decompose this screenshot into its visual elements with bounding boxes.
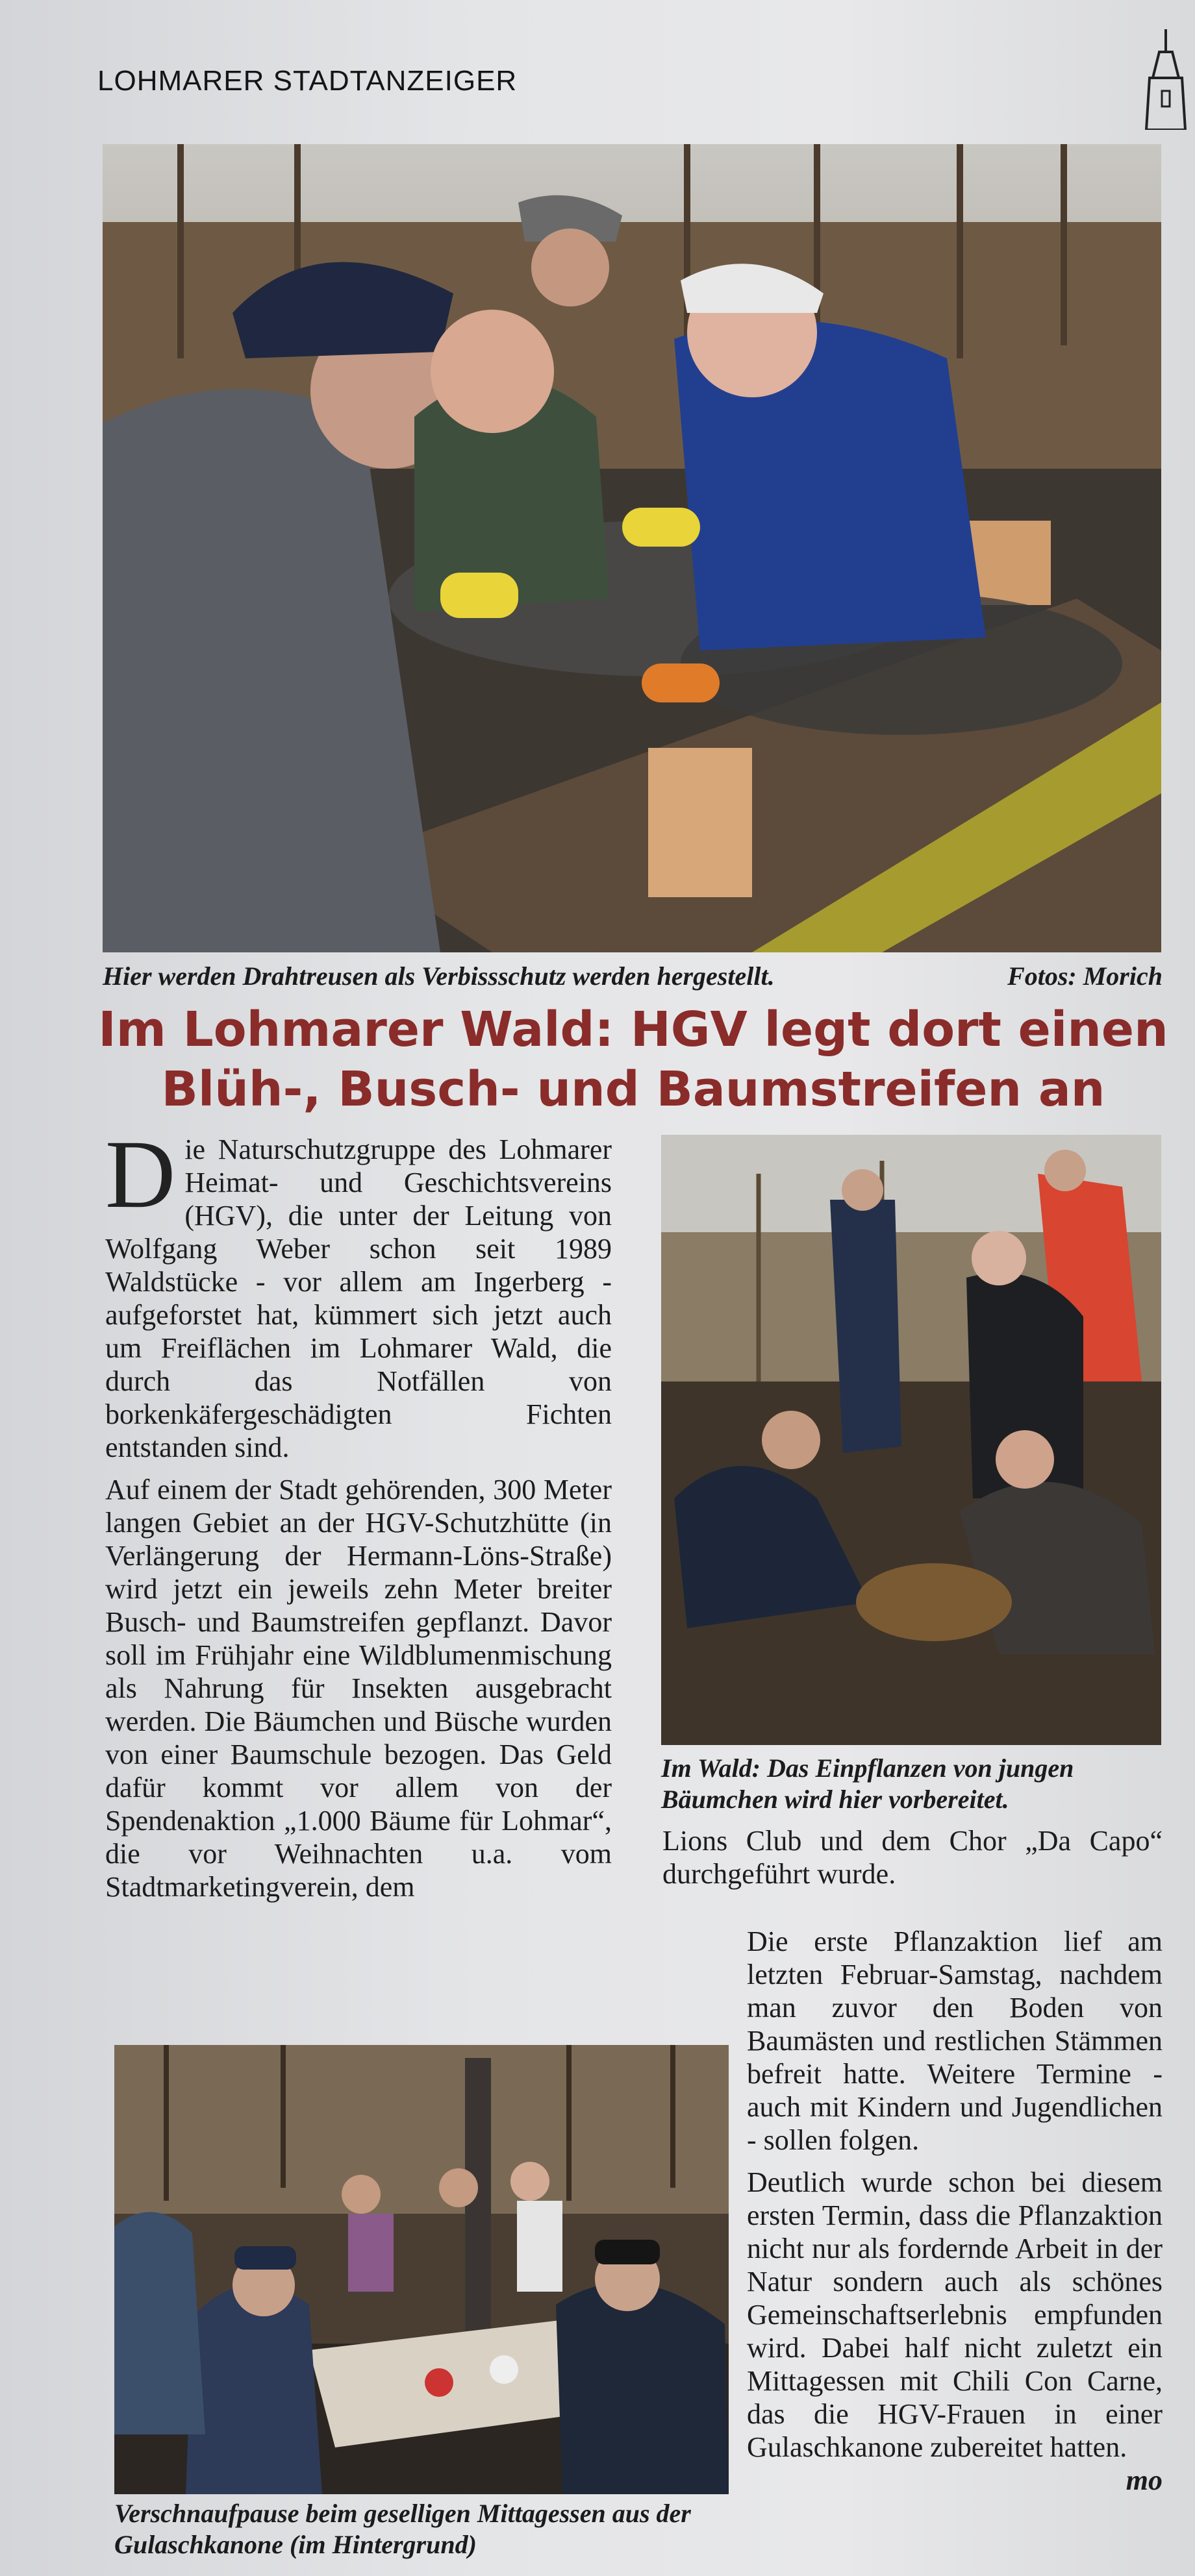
paragraph-2-continued: Lions Club und dem Chor „Da Capo“ durchgeführt wurde. [662, 1825, 1163, 1890]
author-signature: mo [1126, 2464, 1163, 2496]
paragraph-1: Die Naturschutzgruppe des Lohmarer Heimat- und Geschichtsvereins (HGV), die unter der Leitung von Wolfgang Weber schon seit 1989 Waldstücke - vor allem am Ingerberg - aufgeforstet hat, kümmert sich jetzt auch um Freiflächen im Lohmarer Wald, die durch das Notfällen von borkenkäfergeschädigten Fichten entstanden sind. [105, 1121, 612, 1463]
paragraph-4: Deutlich wurde schon bei diesem ersten Termin, dass die Pflanzaktion nicht nur als fordernde Arbeit in der Natur sondern auch als schönes Gemeinschaftserlebnis empfunden wird. Dabei half nicht zuletzt ein Mittagessen mit Chili Con Carne, das die HGV-Frauen in einer Gulaschkanone zubereitet hatten. mo [747, 2166, 1163, 2496]
paragraph-3: Die erste Pflanzaktion lief am letzten Februar-Samstag, nachdem man zuvor den Boden von Baumästen und restlichen Stämmen befreit hatte. Weitere Termine - auch mit Kindern und Jugendlichen - sollen folgen. [747, 1926, 1163, 2156]
photo-credit: Fotos: Morich [1007, 961, 1163, 991]
photo-tree-planting [661, 1135, 1161, 1745]
paragraph-2: Auf einem der Stadt gehörenden, 300 Meter langen Gebiet an der HGV-Schutzhütte (in Verlängerung der Hermann-Löns-Straße) wird jetzt ein jeweils zehn Meter breiter Busch- und Baumstreifen gepflanzt. Davor soll im Frühjahr eine Wildblumenmischung als Nahrung für Insekten ausgebracht werden. Die Bäumchen und Büsche wurden von einer Baumschule bezogen. Das Geld dafür kommt vor allem von der Spendenaktion „1.000 Bäume für Lohmar“, die vor Weihnachten u.a. vom Stadtmarketingverein, dem [105, 1474, 612, 1903]
headline-line-2: Blüh-, Busch- und Baumstreifen an [161, 1061, 1105, 1117]
church-logo-icon [1140, 26, 1192, 130]
photo-top-caption: Hier werden Drahtreusen als Verbissschutz werden hergestellt. [103, 961, 775, 991]
drop-cap: D [105, 1121, 176, 1228]
photo-lunch-break [114, 2045, 729, 2494]
photo-bottom-caption: Verschnaufpause beim geselligen Mittagessen aus der Gulaschkanone (im Hintergrund) [114, 2499, 691, 2559]
article-column-left [105, 1121, 612, 1913]
article-column-right-top [662, 1824, 1163, 1900]
article-column-right [747, 1925, 1163, 2497]
masthead: LOHMARER STADTANZEIGER [97, 65, 518, 97]
photo-right-caption: Im Wald: Das Einpflanzen von jungen Bäumchen wird hier vorbereitet. [661, 1753, 1074, 1814]
headline-line-1: Im Lohmarer Wald: HGV legt dort einen [98, 1002, 1168, 1058]
photo-wire-mesh-workshop [103, 144, 1161, 952]
